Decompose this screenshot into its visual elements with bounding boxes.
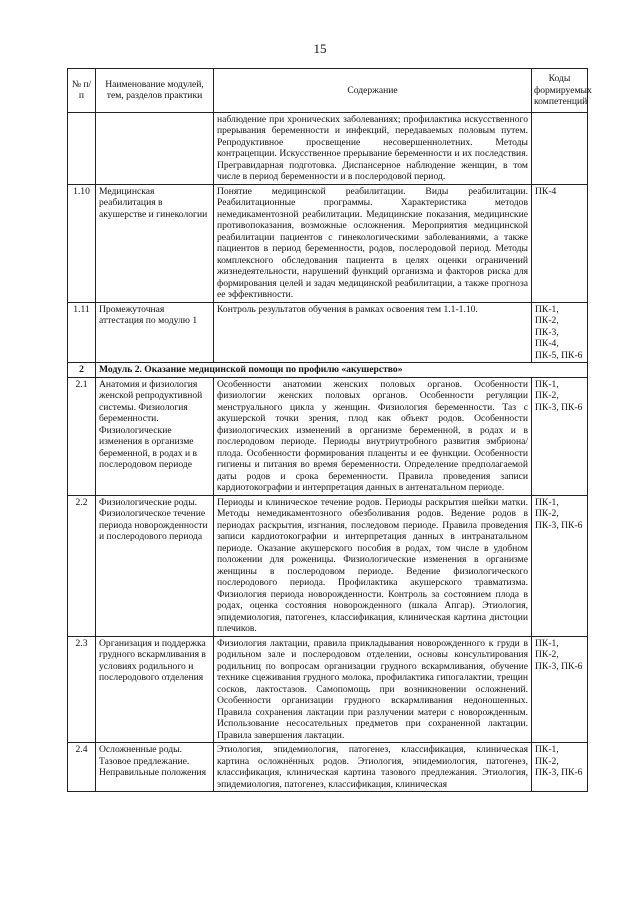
- page-number: 15: [313, 41, 327, 56]
- topic-content: Периоды и клиническое течение родов. Периоды раскрытия шейки матки. Методы немедикаментозного обезболивания родов. Ведение родов в периодах раскрытия, изгнания, последовом периоде. Правила проведения записи кардиотокографии и интерпретация данных в интранатальном периоде. Оказание акушерского пособия в родах, том числе в удобном положении для роженицы. Физиологические изменения в организме женщины в послеродовом периоде. Ведение физиологического послеродового периода. Профилактика акушерского травматизма. Физиология периода новорожденности. Контроль за состоянием плода в родах, оценка состояния новорожденного (шкала Апгар). Этиология, эпидемиология, патогенез, классификация, клиническая картина дистоции плечиков.: [214, 495, 532, 636]
- table-row: [68, 112, 588, 184]
- table-header: [68, 69, 588, 113]
- module-title: Модуль 2. Оказание медицинской помощи по профилю «акушерство»: [96, 363, 588, 378]
- row-number: 2.3: [68, 636, 96, 743]
- competence-codes: [532, 112, 588, 184]
- topic-name: Осложненные роды. Тазовое предлежание. Неправильные положения: [96, 743, 214, 792]
- topic-name: Медицинская реабилитация в акушерстве и гинекологии: [96, 184, 214, 302]
- header-content: Содержание: [214, 69, 532, 113]
- topic-content: Понятие медицинской реабилитации. Виды реабилитации. Реабилитационные программы. Характеристика методов немедикаментозной реабилитации. Медицинские показания, медицинские противопоказания, возможные осложнения. Мероприятия медицинской реабилитации пациентов с гинекологическими заболеваниями, а также пациентов в период беременности, родов, послеродовой период. Методы комплексного обследования пациента в целях оценки ограничений жизнедеятельности, нарушений функций организма и факторов риска для формирования целей и задач медицинской реабилитации, а также прогноза ее эффективности.: [214, 184, 532, 302]
- competence-codes: ПК-1, ПК-2, ПК-3, ПК-6: [532, 495, 588, 636]
- curriculum-table: [67, 68, 592, 792]
- header-num: № п/п: [68, 69, 96, 113]
- topic-name: Промежуточная аттестация по модулю 1: [96, 302, 214, 363]
- row-number: 1.10: [68, 184, 96, 302]
- table-row: [68, 495, 588, 636]
- topic-content: Физиология лактации, правила прикладывания новорожденного к груди в родильном зале и послеродовом отделении, основы консультирования родильниц по вопросам организации грудного вскармливания, обучение технике сцеживания грудного молока, профилактика гипогалактии, трещин сосков, лактостазов. Самопомощь при возникновении осложнений. Особенности организации грудного вскармливания недоношенных. Правила сохранения лактации при разлучении матери с новорожденным. Использование несосательных предметов при сохраненной лактации. Правила завершения лактации.: [214, 636, 532, 743]
- topic-content: Этиология, эпидемиология, патогенез, классификация, клиническая картина осложнённых родов. Этиология, эпидемиология, патогенез, классификация, клиническая картина тазового предлежания. Этиология, эпидемиология, патогенез, классификация, клиническая: [214, 743, 532, 792]
- header-name: Наименование модулей, тем, разделов практики: [96, 69, 214, 113]
- topic-name: Организация и поддержка грудного вскармливания в условиях родильного и послеродового отделения: [96, 636, 214, 743]
- row-number: 2: [68, 363, 96, 378]
- topic-content: Контроль результатов обучения в рамках освоения тем 1.1-1.10.: [214, 302, 532, 363]
- competence-codes: ПК-1, ПК-2, ПК-3, ПК-4, ПК-5, ПК-6: [532, 302, 588, 363]
- table-row: [68, 636, 588, 743]
- table-row: [68, 302, 588, 363]
- topic-name: [96, 112, 214, 184]
- topic-content: наблюдение при хронических заболеваниях; профилактика искусственного прерывания беременности и инфекций, передаваемых половым путем. Репродуктивное просвещение несовершеннолетних. Методы контрацепции. Искусственное прерывание беременности и их последствия. Прегравидарная подготовка. Диспансерное наблюдение женщин, в том числе в период беременности и в послеродовой период.: [214, 112, 532, 184]
- table-row: [68, 184, 588, 302]
- row-number: 2.2: [68, 495, 96, 636]
- header-codes: Коды формируемых компетенций: [532, 69, 588, 113]
- topic-content: Особенности анатомии женских половых органов. Особенности физиологии женских половых органов. Особенности регуляции менструального цикла у женщин. Физиология беременности. Таз с акушерской точки зрения, плод как объект родов. Особенности физиологических изменений в организме беременной, в родах и в послеродовом периоде. Периоды внутриутробного развития эмбриона/плода. Особенности формирования плаценты и ее функции. Особенности гигиены и питания во время беременности. Определение предполагаемой даты родов и срока беременности. Правила проведения записи кардиотокографии и интерпретация данных в антенатальном периоде.: [214, 377, 532, 495]
- row-number: 2.4: [68, 743, 96, 792]
- table-row: [68, 743, 588, 792]
- module-section-row: [68, 363, 588, 378]
- competence-codes: ПК-4: [532, 184, 588, 302]
- row-number: [68, 112, 96, 184]
- table-body: [68, 112, 588, 792]
- row-number: 1.11: [68, 302, 96, 363]
- competence-codes: ПК-1, ПК-2, ПК-3, ПК-6: [532, 377, 588, 495]
- competence-codes: ПК-1, ПК-2, ПК-3, ПК-6: [532, 743, 588, 792]
- competence-codes: ПК-1, ПК-2, ПК-3, ПК-6: [532, 636, 588, 743]
- row-number: 2.1: [68, 377, 96, 495]
- table-row: [68, 377, 588, 495]
- topic-name: Анатомия и физиология женской репродуктивной системы. Физиология беременности. Физиологические изменения в организме беременной, в родах и в послеродовом периоде: [96, 377, 214, 495]
- topic-name: Физиологические роды. Физиологическое течение периода новорожденности и послеродового периода: [96, 495, 214, 636]
